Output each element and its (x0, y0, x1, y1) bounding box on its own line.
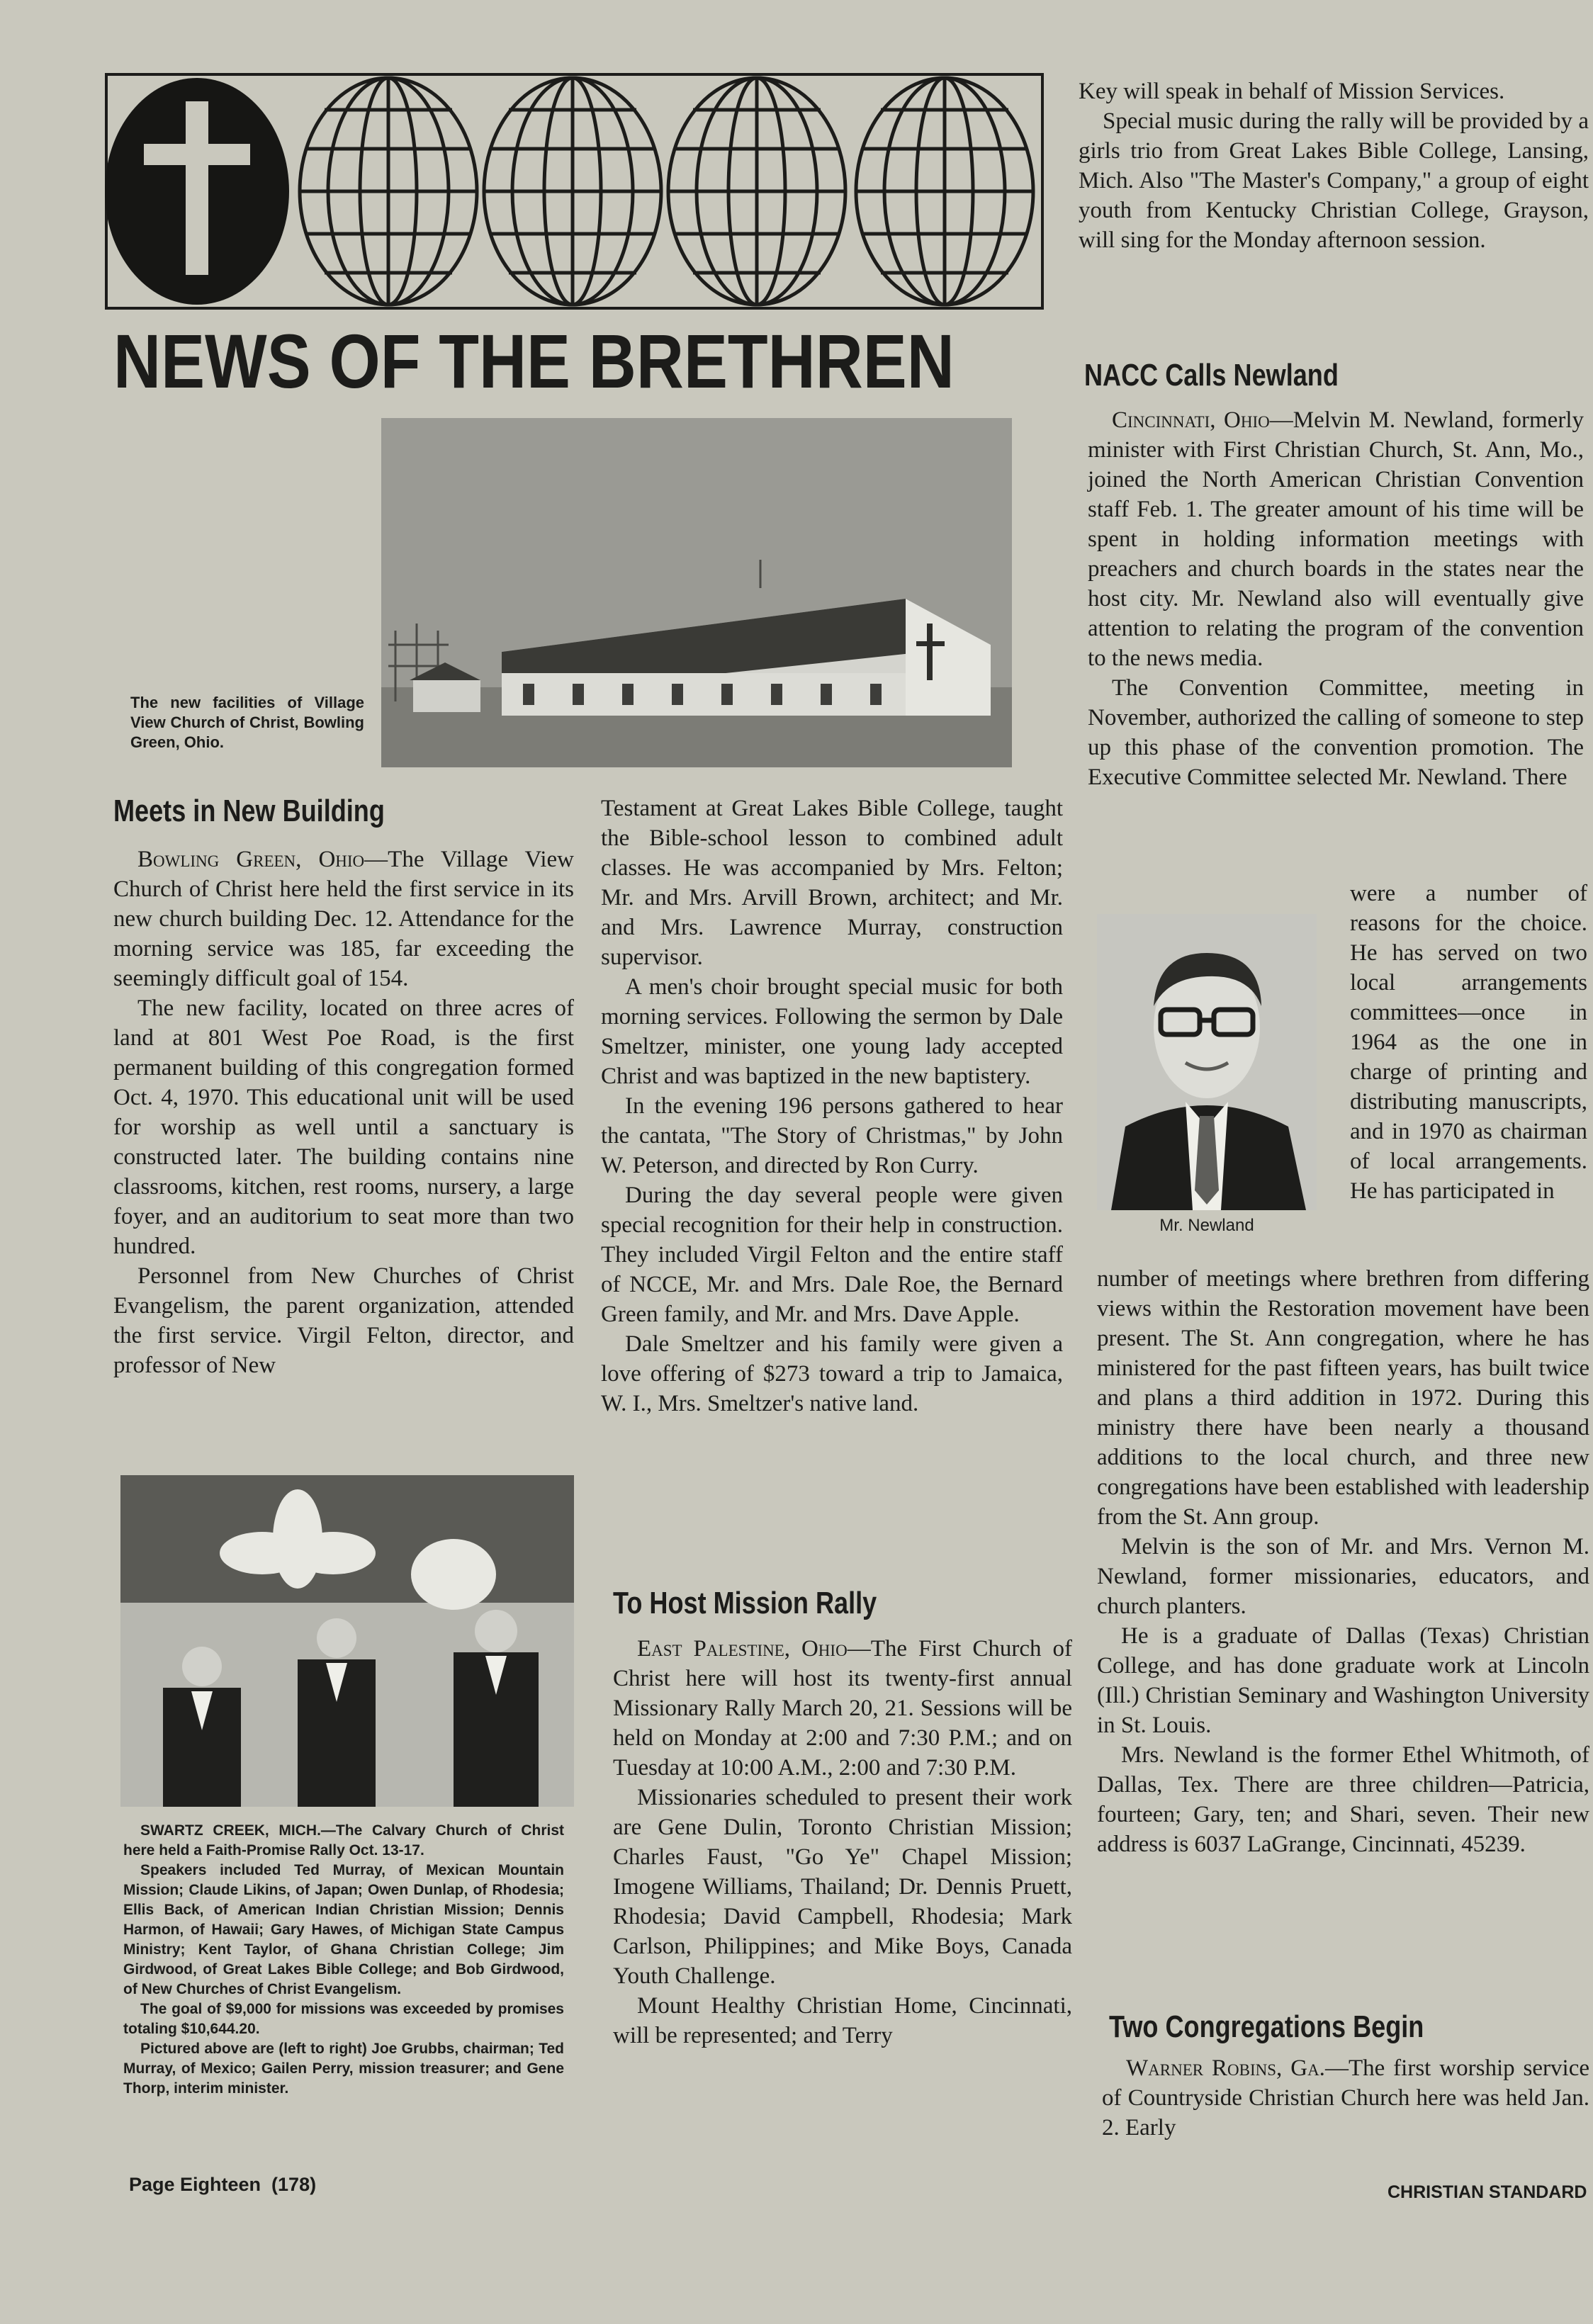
article-new-building-part2 (601, 794, 1063, 1418)
paragraph: —The first worship service of Countryside Christian Church here was held Jan. 2. Early (1102, 2055, 1589, 2140)
paragraph: Missionaries scheduled to present their work are Gene Dulin, Toronto Christian Mission; Charles Faust, "Go Ye" Chapel Mission; Imogene Williams, Thailand; Dr. Dennis Pruett, Rhodesia; David Campbell, Rhodesia; Mark Carlson, Philippines; and Mike Boys, Canada Youth Challenge. (613, 1785, 1072, 1989)
paragraph: Testament at Great Lakes Bible College, taught the Bible-school lesson to combined adult classes. He was accompanied by Mrs. Felton; Mr. and Mrs. Arvill Brown, architect; and Mr. and Mrs. Lawrence Murray, construction supervisor. (601, 796, 1063, 970)
article-newland-part2 (1097, 1264, 1589, 1859)
article-mission-rally-part1 (613, 1634, 1072, 2051)
rally-photo-caption (123, 1821, 564, 2099)
paragraph: were a number of reasons for the choice. He has served on two local arrangements committees—once in 1964 as the one in charge of printing and distributing manuscripts, and in 1970 as chairman of local arrangements. He has participated in (1350, 881, 1587, 1204)
paragraph: —Melvin M. Newland, formerly minister with First Christian Church, St. Ann, Mo., joined the North American Christian Convention staff Feb. 1. The greater amount of his time will be spent in holding information meetings with preachers and church boards in the states near the host city. Mr. Newland also will eventually give attention to relating the program of the convention to the news media. (1088, 407, 1584, 671)
paragraph: —The Village View Church of Christ here held the first service in its new church building Dec. 12. Attendance for the morning service was 185, far exceeding the seemingly difficult goal of 154. (113, 847, 574, 991)
paragraph: Key will speak in behalf of Mission Services. (1079, 79, 1505, 104)
church-building-photo (381, 418, 1012, 767)
faith-promise-rally-photo (120, 1475, 574, 1807)
article-mission-rally-part2 (1079, 77, 1589, 255)
newland-portrait-photo (1097, 914, 1317, 1210)
paragraph: The Convention Committee, meeting in November, authorized the calling of someone to step up this phase of the convention promotion. The Executive Committee selected Mr. Newland. There (1088, 675, 1584, 790)
section-title: NEWS OF THE BRETHREN (113, 318, 955, 404)
paragraph: In the evening 196 persons gathered to hear the cantata, "The Story of Christmas," by John W. Peterson, and directed by Ron Curry. (601, 1093, 1063, 1178)
paragraph: Personnel from New Churches of Christ Evangelism, the parent organization, attended the first service. Virgil Felton, director, and professor of New (113, 1263, 574, 1378)
article-two-congregations (1102, 2053, 1589, 2143)
church-photo-caption: The new facilities of Village View Church of Christ, Bowling Green, Ohio. (130, 694, 364, 751)
headline-new-building: Meets in New Building (113, 794, 385, 828)
publication-name: CHRISTIAN STANDARD (1387, 2182, 1587, 2202)
article-newland-part1 (1088, 405, 1584, 792)
paragraph: number of meetings where brethren from differing views within the Restoration movement have been present. The St. Ann congregation, where he has ministered for the past fifteen years, has built twice and plans a third addition in 1972. During this ministry there have been nearly a thousand additions to the local church, and three new congregations have been established with leadership from the St. Ann group. (1097, 1266, 1589, 1530)
paragraph: A men's choir brought special music for both morning services. Following the sermon by Dale Smeltzer, minister, one young lady accepted Christ and was baptized in the new baptistery. (601, 974, 1063, 1089)
cross-and-globes-icon (105, 73, 1044, 310)
article-newland-wrap (1350, 879, 1587, 1206)
paragraph: Melvin is the son of Mr. and Mrs. Vernon M. Newland, former missionaries, educators, and church planters. (1097, 1534, 1589, 1619)
article-new-building-part1 (113, 845, 574, 1380)
paragraph: Mrs. Newland is the former Ethel Whitmoth, of Dallas, Tex. There are three children—Patricia, fourteen; Gary, ten; and Shari, seven. Their new address is 6037 LaGrange, Cincinnati, 45239. (1097, 1742, 1589, 1857)
paragraph: During the day several people were given special recognition for their help in construction. They included Virgil Felton and the entire staff of NCCE, Mr. and Mrs. Dale Roe, the Bernard Green family, and Mr. and Mrs. Dave Apple. (601, 1183, 1063, 1327)
caption-paragraph: Pictured above are (left to right) Joe Grubbs, chairman; Ted Murray, of Mexico; Gailen Perry, mission treasurer; and Gene Thorp, interim minister. (123, 2041, 564, 2097)
dateline: Cincinnati, Ohio (1112, 407, 1270, 433)
masthead-emblem (105, 73, 1044, 310)
paragraph: —The First Church of Christ here will host its twenty-first annual Missionary Rally March 20, 21. Sessions will be held on Monday at 2:00 and 7:30 P.M.; and on Tuesday at 10:00 A.M., 2:00 and 7:30 P.M. (613, 1636, 1072, 1781)
paragraph: Special music during the rally will be provided by a girls trio from Great Lakes Bible College, Lansing, Mich. Also "The Master's Company," a group of eight youth from Kentucky Christian College, Grayson, will sing for the Monday afternoon session. (1079, 108, 1589, 253)
paragraph: Mount Healthy Christian Home, Cincinnati, will be represented; and Terry (613, 1993, 1072, 2048)
paragraph: Dale Smeltzer and his family were given a love offering of $273 toward a trip to Jamaica, W. I., Mrs. Smeltzer's native land. (601, 1331, 1063, 1416)
paragraph: The new facility, located on three acres of land at 801 West Poe Road, is the first permanent building of this congregation formed Oct. 4, 1970. This educational unit will be used for worship as well until a sanctuary is constructed later. The building contains nine classrooms, kitchen, rest rooms, nursery, a large foyer, and an auditorium to seat more than two hundred. (113, 995, 574, 1259)
dateline: East Palestine, Ohio (637, 1636, 848, 1662)
dateline: Bowling Green, Ohio (137, 847, 365, 872)
page-number: Page Eighteen (178) (129, 2174, 317, 2195)
caption-paragraph: The goal of $9,000 for missions was exceeded by promises totaling $10,644.20. (123, 2001, 564, 2037)
dateline: Warner Robins, Ga. (1126, 2055, 1325, 2081)
caption-paragraph: Speakers included Ted Murray, of Mexican Mountain Mission; Claude Likins, of Japan; Owen Dunlap, of Rhodesia; Ellis Back, of American Indian Christian Mission; Dennis Harmon, of Hawaii; Gary Hawes, of Michigan State Campus Ministry; Kent Taylor, of Ghana Christian College; Jim Girdwood, of Great Lakes Bible College; and Bob Girdwood, of New Churches of Christ Evangelism. (123, 1862, 564, 1997)
paragraph: He is a graduate of Dallas (Texas) Christian College, and has done graduate work at Lincoln (Ill.) Christian Seminary and Washington University in St. Louis. (1097, 1623, 1589, 1738)
headline-mission-rally: To Host Mission Rally (613, 1586, 877, 1620)
caption-paragraph: SWARTZ CREEK, MICH.—The Calvary Church of Christ here held a Faith-Promise Rally Oct. 13-17. (123, 1822, 564, 1858)
headline-two-congregations: Two Congregations Begin (1109, 2009, 1424, 2044)
newland-photo-caption: Mr. Newland (1159, 1216, 1254, 1235)
headline-nacc-calls-newland: NACC Calls Newland (1084, 358, 1339, 393)
